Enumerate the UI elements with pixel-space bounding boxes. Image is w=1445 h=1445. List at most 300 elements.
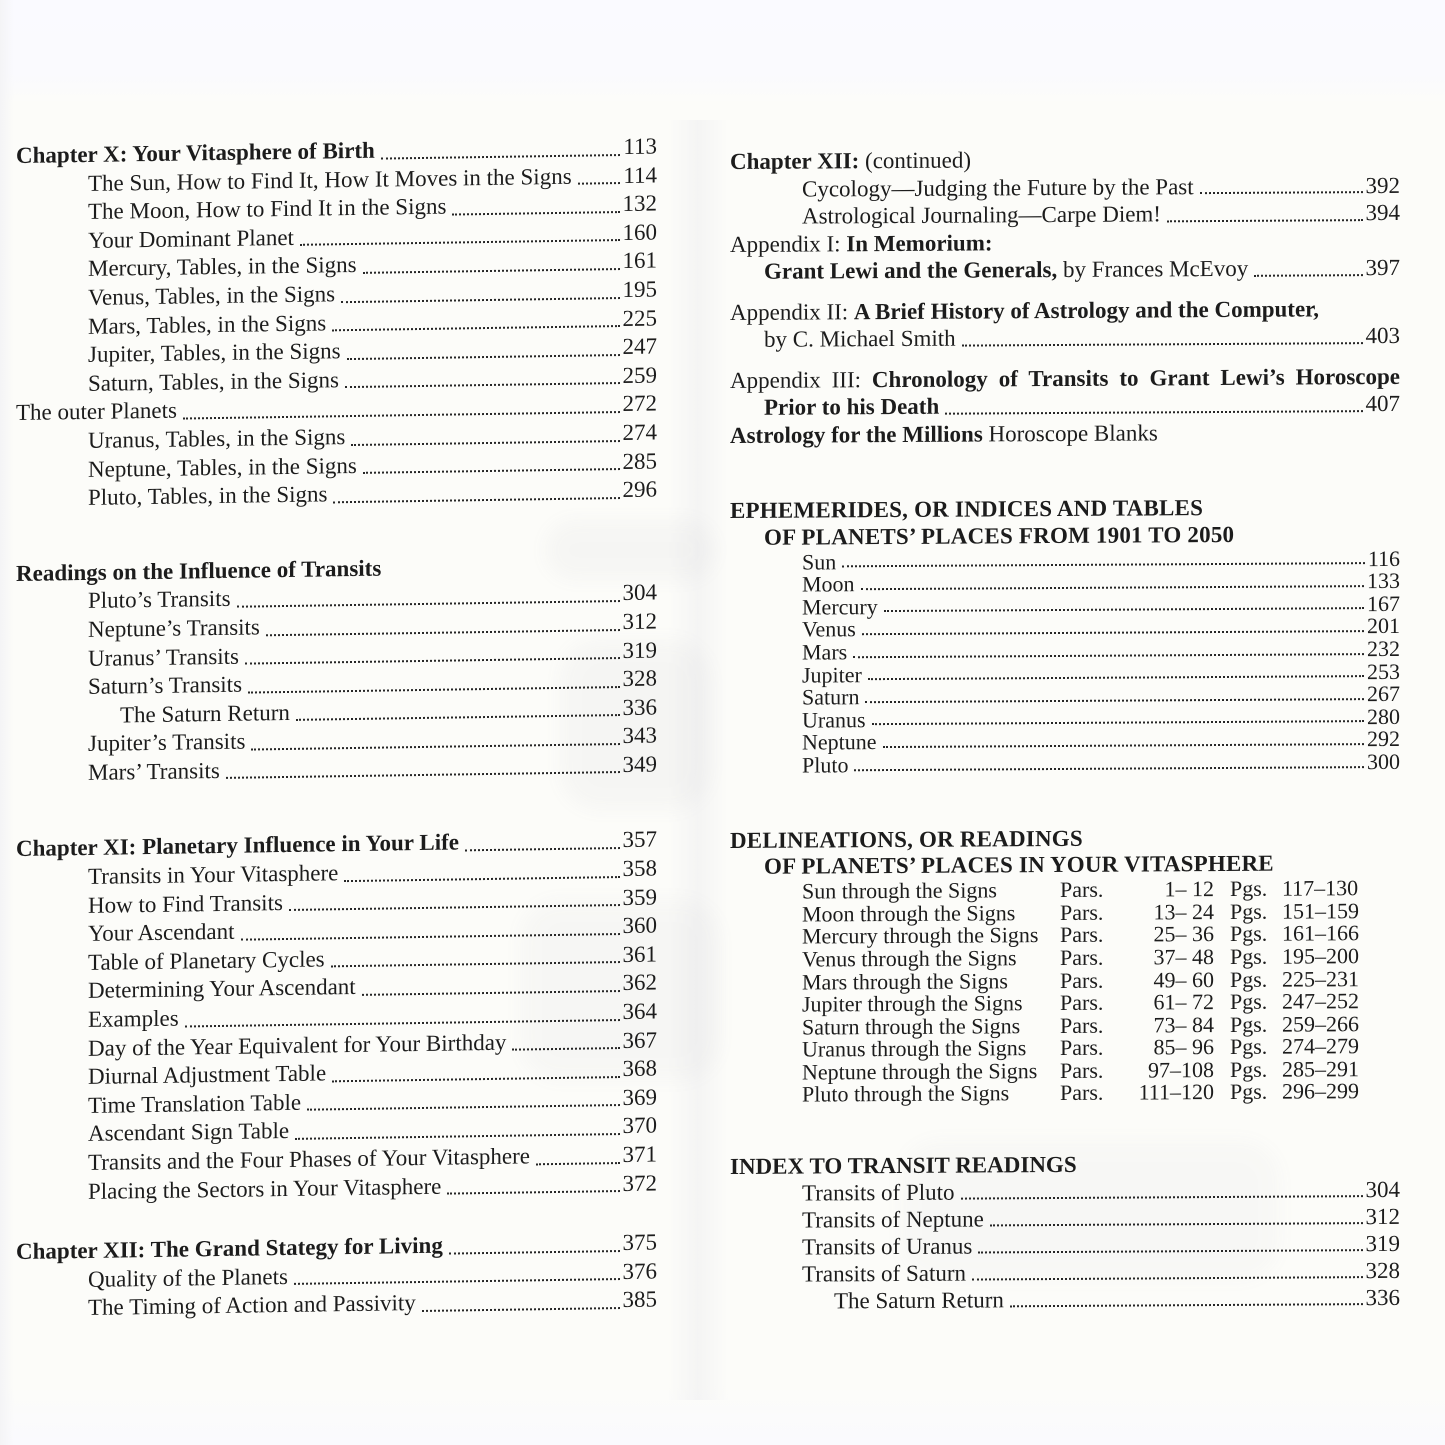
- dot-leader: [854, 766, 1364, 771]
- page-number: 358: [622, 855, 657, 882]
- entry-label: [88, 423, 345, 455]
- block-horoscope-blanks: [730, 417, 1400, 449]
- entry-text-bold: OF PLANETS’ PLACES FROM 1901 TO 2050: [764, 521, 1235, 550]
- dot-leader: [422, 1307, 620, 1312]
- pgs-range: 285–291: [1282, 1056, 1359, 1082]
- toc-heading-row: [730, 823, 1400, 854]
- delineation-name: Sun through the Signs: [802, 877, 997, 904]
- entry-label: [764, 325, 956, 354]
- entry-text: Placing the Sectors in Your Vitasphere: [88, 1173, 442, 1204]
- entry-text: The Moon, How to Find It in the Signs: [88, 193, 447, 225]
- entry-label: [802, 173, 1194, 203]
- dot-leader: [861, 585, 1364, 590]
- entry-label: [88, 366, 339, 398]
- entry-label: [802, 573, 855, 596]
- entry-text-bold: Chapter XII:: [730, 148, 860, 174]
- entry-text: Venus: [802, 616, 856, 642]
- page-number: 385: [622, 1286, 657, 1313]
- entry-text: by C. Michael Smith: [764, 325, 956, 352]
- dot-leader: [1010, 1303, 1363, 1307]
- page-number: 304: [1365, 1176, 1400, 1203]
- dot-leader: [381, 154, 620, 160]
- dot-leader: [226, 772, 620, 780]
- toc-heading-row: [730, 494, 1400, 525]
- toc-entry-row: [730, 144, 1400, 176]
- page-number: 232: [1367, 635, 1400, 662]
- pgs-range: 259–266: [1282, 1010, 1359, 1037]
- page-number: 319: [1365, 1230, 1400, 1257]
- entry-text: The Saturn Return: [834, 1287, 1004, 1314]
- dot-leader: [183, 411, 620, 419]
- dot-leader: [266, 629, 620, 636]
- page-number: 300: [1367, 748, 1400, 775]
- page-number: 267: [1367, 681, 1400, 707]
- delineation-name: Neptune through the Signs: [802, 1057, 1038, 1085]
- page-number: 407: [1365, 390, 1400, 417]
- pgs-range: 117–130: [1282, 875, 1359, 901]
- page-number: 113: [623, 133, 657, 159]
- toc-entry-row: [730, 362, 1400, 394]
- entry-label: [88, 1005, 179, 1035]
- page-number: 292: [1367, 726, 1400, 752]
- page-number: 167: [1367, 590, 1400, 616]
- pars-range: 49– 60: [1153, 966, 1214, 992]
- entry-label: [88, 728, 245, 759]
- dot-leader: [331, 961, 620, 967]
- block-chapter-x: [16, 132, 657, 513]
- entry-label: [88, 757, 220, 788]
- entry-label: [88, 973, 356, 1006]
- entry-text: Sun: [802, 548, 837, 575]
- pars-label: Pars.: [1060, 967, 1104, 993]
- page-number: 375: [622, 1229, 657, 1256]
- entry-text: Your Ascendant: [88, 919, 235, 947]
- dot-leader: [289, 904, 620, 911]
- entry-label: [802, 706, 866, 733]
- entry-text: Pluto: [802, 752, 849, 778]
- block-appendix-3: [730, 362, 1400, 421]
- entry-label: [802, 641, 847, 664]
- entry-label: [88, 1289, 416, 1322]
- entry-text-bold: Astrology for the Millions: [730, 420, 983, 448]
- delineation-name: Venus through the Signs: [802, 945, 1017, 972]
- pars-label: Pars.: [1060, 989, 1104, 1016]
- entry-label: [730, 147, 971, 176]
- entry-label: [88, 671, 242, 702]
- page-number: 116: [1367, 545, 1400, 571]
- toc-entry-row: [730, 254, 1400, 286]
- entry-text: Mars: [802, 639, 848, 665]
- entry-label: [802, 754, 848, 777]
- pgs-range: 161–166: [1282, 920, 1359, 946]
- entry-text: Transits of Pluto: [802, 1179, 955, 1206]
- entry-label: [88, 945, 325, 977]
- pars-label: Pars.: [1060, 1057, 1104, 1083]
- dot-leader: [332, 1076, 619, 1082]
- entry-label: [16, 554, 381, 588]
- pars-range: 13– 24: [1153, 898, 1214, 925]
- entry-text: Appendix II:: [730, 298, 854, 325]
- entry-label: [88, 1263, 288, 1295]
- entry-label: [730, 363, 1400, 392]
- toc-entry-row: [730, 199, 1400, 231]
- page-number: 397: [1365, 254, 1400, 281]
- page-number: 336: [1365, 1284, 1400, 1311]
- entry-label: [730, 1151, 1077, 1180]
- entry-text-bold: EPHEMERIDES, OR INDICES AND TABLES: [730, 495, 1204, 523]
- entry-text: Uranus’ Transits: [88, 643, 240, 671]
- entry-text: How to Find Transits: [88, 889, 283, 918]
- delineation-name: Mercury through the Signs: [802, 922, 1039, 949]
- dot-leader: [990, 1222, 1363, 1226]
- entry-text: The Sun, How to Find It, How It Moves in the Signs: [88, 163, 572, 196]
- block-delineations: [730, 823, 1400, 1107]
- dot-leader: [237, 600, 620, 608]
- entry-label: [764, 522, 1234, 552]
- pars-range: 37– 48: [1153, 943, 1214, 970]
- dot-leader: [347, 354, 620, 360]
- pgs-label: Pgs.: [1230, 1011, 1268, 1037]
- entry-label: [88, 859, 338, 891]
- dot-leader: [1200, 191, 1363, 194]
- dot-leader: [341, 297, 619, 303]
- entry-text-bold: Grant Lewi and the Generals,: [764, 257, 1058, 284]
- page-number: 362: [622, 969, 657, 996]
- toc-entry-row: [730, 1284, 1400, 1315]
- entry-label: [88, 1172, 441, 1206]
- pars-range: 61– 72: [1153, 989, 1214, 1015]
- pgs-label: Pgs.: [1230, 898, 1268, 924]
- entry-text: Neptune: [802, 729, 877, 755]
- page-number: 132: [622, 190, 657, 217]
- entry-text: (continued): [859, 147, 972, 174]
- entry-label: [88, 280, 335, 312]
- page-number: 280: [1367, 703, 1400, 729]
- pars-label: Pars.: [1060, 1012, 1104, 1038]
- entry-text: Pluto, Tables, in the Signs: [88, 481, 328, 511]
- entry-text: Time Translation Table: [88, 1089, 302, 1118]
- dot-leader: [296, 714, 620, 721]
- page-number: 361: [622, 941, 657, 967]
- entry-label: [764, 255, 1248, 285]
- pgs-label: Pgs.: [1230, 1033, 1268, 1060]
- dot-leader: [578, 182, 621, 185]
- entry-text: Examples: [88, 1005, 179, 1032]
- dot-leader: [1167, 219, 1363, 222]
- page-number: 360: [622, 912, 657, 939]
- page-number: 259: [622, 362, 657, 388]
- entry-label: [16, 397, 177, 428]
- entry-text: Jupiter, Tables, in the Signs: [88, 338, 341, 368]
- page-number: 328: [1365, 1257, 1400, 1284]
- page-number: 370: [622, 1112, 657, 1139]
- entry-text: Appendix III:: [730, 366, 872, 393]
- dot-leader: [363, 468, 620, 474]
- pgs-label: Pgs.: [1230, 966, 1268, 992]
- entry-text: Saturn, Tables, in the Signs: [88, 366, 339, 396]
- entry-label: [88, 1089, 301, 1121]
- entry-label: [834, 1286, 1004, 1314]
- dot-leader: [862, 630, 1364, 635]
- pgs-label: Pgs.: [1230, 1056, 1268, 1082]
- entry-text: Transits and the Four Phases of Your Vitasphere: [88, 1143, 531, 1175]
- pgs-range: 296–299: [1282, 1078, 1359, 1105]
- pars-range: 25– 36: [1153, 921, 1214, 947]
- entry-text: Pluto’s Transits: [88, 586, 231, 614]
- entry-text: Mars, Tables, in the Signs: [88, 309, 327, 339]
- entry-text: Cycology—Judging the Future by the Past: [802, 173, 1194, 202]
- entry-text-bold: Readings on the Influence of Transits: [16, 555, 382, 586]
- dot-leader: [978, 1249, 1362, 1253]
- pars-label: Pars.: [1060, 1035, 1104, 1061]
- page-number: 328: [622, 665, 657, 692]
- entry-text: Horoscope Blanks: [982, 419, 1158, 446]
- page-number: 403: [1365, 322, 1400, 349]
- entry-text: by Frances McEvoy: [1057, 255, 1249, 283]
- pars-range: 73– 84: [1153, 1011, 1214, 1038]
- dot-leader: [345, 382, 620, 388]
- dot-leader: [241, 933, 620, 941]
- page-number: 392: [1365, 172, 1400, 198]
- dot-leader: [447, 1190, 619, 1195]
- entry-label: [730, 825, 1083, 854]
- entry-text: Table of Planetary Cycles: [88, 946, 325, 975]
- delineation-name: Jupiter through the Signs: [802, 990, 1023, 1017]
- entry-text: Transits of Saturn: [802, 1260, 966, 1287]
- toc-left-column: [16, 132, 657, 1323]
- entry-text-bold: INDEX TO TRANSIT READINGS: [730, 1151, 1077, 1180]
- page-number: 114: [623, 162, 657, 188]
- entry-text: Mars’ Transits: [88, 757, 220, 785]
- page-number: 394: [1365, 199, 1400, 226]
- entry-label: [764, 393, 939, 422]
- toc-entry-row: [730, 417, 1400, 449]
- entry-text: Ascendant Sign Table: [88, 1118, 290, 1147]
- page-number: 225: [622, 305, 657, 331]
- pgs-label: Pgs.: [1230, 921, 1268, 947]
- page-number: 133: [1367, 568, 1400, 594]
- entry-text: Saturn: [802, 684, 860, 710]
- entry-text-bold: DELINEATIONS, OR READINGS: [730, 825, 1083, 853]
- entry-text: Appendix I:: [730, 230, 847, 257]
- toc-entry-row: [730, 1203, 1400, 1234]
- entry-text: The Timing of Action and Passivity: [88, 1290, 416, 1321]
- entry-label: [802, 1206, 984, 1234]
- page-number: 368: [622, 1055, 657, 1082]
- dot-leader: [332, 325, 619, 331]
- pars-range: 1– 12: [1164, 876, 1214, 902]
- pars-label: Pars.: [1060, 1080, 1104, 1106]
- page-number: 296: [622, 476, 657, 503]
- page-number: 357: [622, 826, 657, 853]
- toc-heading-row: [730, 1149, 1400, 1180]
- entry-text: Day of the Year Equivalent for Your Birthday: [88, 1029, 507, 1061]
- pgs-range: 274–279: [1282, 1033, 1359, 1059]
- page-number: 272: [622, 390, 657, 417]
- entry-text: Your Dominant Planet: [88, 224, 294, 253]
- entry-text: Quality of the Planets: [88, 1263, 288, 1292]
- entry-label: [730, 229, 993, 258]
- entry-text: Uranus: [802, 706, 866, 733]
- entry-label: [802, 661, 862, 688]
- toc-entry-row: [730, 1080, 1400, 1107]
- dot-leader: [248, 686, 619, 694]
- page-number: 376: [622, 1258, 657, 1284]
- pgs-label: Pgs.: [1230, 875, 1268, 902]
- toc-entry-row: [730, 294, 1400, 326]
- pgs-range: 225–231: [1282, 965, 1359, 992]
- toc-entry-row: [730, 171, 1400, 203]
- dot-leader: [853, 653, 1364, 658]
- pars-label: Pars.: [1060, 922, 1104, 948]
- entry-text: Venus, Tables, in the Signs: [88, 281, 336, 310]
- entry-label: [802, 1233, 972, 1261]
- entry-text: Determining Your Ascendant: [88, 974, 356, 1004]
- dot-leader: [972, 1276, 1363, 1280]
- entry-text: Transits in Your Vitasphere: [88, 860, 339, 889]
- delineation-name: Mars through the Signs: [802, 967, 1008, 995]
- dot-leader: [363, 268, 620, 274]
- dot-leader: [865, 698, 1364, 703]
- pars-range: 85– 96: [1153, 1034, 1214, 1060]
- dot-leader: [344, 876, 619, 882]
- entry-text: The Saturn Return: [120, 699, 290, 728]
- pars-label: Pars.: [1060, 899, 1104, 925]
- dot-leader: [536, 1162, 619, 1165]
- block-readings-transits: [16, 550, 657, 788]
- page-number: 160: [622, 219, 657, 245]
- page-number: 371: [622, 1141, 657, 1168]
- delineation-name: Moon through the Signs: [802, 899, 1016, 927]
- entry-label: [730, 419, 1158, 449]
- entry-label: [730, 495, 1203, 525]
- block-index-transit-readings: [730, 1149, 1400, 1315]
- entry-label: [88, 193, 446, 227]
- entry-label: [88, 642, 239, 673]
- entry-text: Astrological Journaling—Carpe Diem!: [802, 201, 1161, 229]
- entry-text: Uranus, Tables, in the Signs: [88, 424, 346, 453]
- page-number: 304: [622, 579, 657, 606]
- entry-label: [88, 1060, 326, 1092]
- pgs-range: 247–252: [1282, 988, 1359, 1014]
- dot-leader: [300, 239, 620, 246]
- entry-label: [802, 1179, 955, 1207]
- entry-text: Jupiter: [802, 661, 862, 688]
- dot-leader: [295, 1133, 619, 1140]
- page-number: 364: [622, 998, 657, 1025]
- entry-text: Transits of Uranus: [802, 1233, 973, 1260]
- page-number: 201: [1367, 613, 1400, 639]
- pgs-label: Pgs.: [1230, 1079, 1268, 1105]
- entry-label: [88, 889, 283, 920]
- dot-leader: [251, 743, 619, 750]
- dot-leader: [452, 211, 619, 215]
- page-number: 274: [622, 419, 657, 445]
- scan-edge-left: [0, 0, 14, 1445]
- toc-entry-row: [730, 226, 1400, 258]
- dot-leader: [945, 410, 1362, 415]
- entry-text-bold: Chronology of Transits to Grant Lewi’s Horoscope: [871, 363, 1401, 392]
- toc-entry-row: [730, 322, 1400, 354]
- page-number: 312: [1365, 1203, 1400, 1230]
- block-chapter-xii: [16, 1229, 657, 1324]
- entry-label: [88, 585, 231, 616]
- toc-entry-row: [730, 390, 1400, 422]
- dot-leader: [185, 1019, 620, 1027]
- pgs-label: Pgs.: [1230, 988, 1268, 1015]
- entry-text-bold: Chapter XI: Planetary Influence in Your Life: [16, 829, 459, 862]
- block-chapter-xi: [16, 826, 657, 1207]
- page-number: 359: [622, 884, 657, 910]
- entry-label: [88, 309, 326, 341]
- dot-leader: [883, 743, 1364, 748]
- dot-leader: [333, 497, 619, 503]
- toc-entry-row: [730, 1230, 1400, 1261]
- dot-leader: [884, 608, 1364, 613]
- page-number: 312: [622, 608, 657, 634]
- block-chapter-xii-continued: [730, 144, 1400, 231]
- entry-label: [802, 616, 856, 642]
- pgs-range: 151–159: [1282, 897, 1359, 924]
- entry-text-bold: Chapter X: Your Vitasphere of Birth: [16, 137, 375, 168]
- toc-entry-row: [730, 748, 1400, 778]
- entry-text: Transits of Neptune: [802, 1206, 984, 1233]
- toc-right-column: [730, 144, 1400, 1315]
- block-appendix-1: [730, 226, 1400, 285]
- entry-text-bold: Prior to his Death: [764, 393, 940, 420]
- delineation-name: Pluto through the Signs: [802, 1080, 1010, 1108]
- entry-label: [88, 451, 357, 484]
- entry-text-bold: A Brief History of Astrology and the Computer,: [853, 295, 1320, 324]
- page-number: 369: [622, 1084, 657, 1110]
- entry-label: [88, 224, 294, 256]
- dot-leader: [872, 720, 1364, 725]
- pars-range: 97–108: [1148, 1056, 1214, 1083]
- dot-leader: [512, 1047, 619, 1051]
- toc-entry-row: [730, 1176, 1400, 1207]
- page-number: 247: [622, 333, 657, 360]
- entry-text: Moon: [802, 571, 855, 597]
- pars-label: Pars.: [1060, 944, 1104, 970]
- entry-text: Diurnal Adjustment Table: [88, 1060, 327, 1090]
- entry-text-bold: In Memorium:: [846, 229, 993, 256]
- dot-leader: [245, 657, 619, 665]
- entry-text-bold: Chapter XII: The Grand Stategy for Living: [16, 1232, 443, 1265]
- delineation-name: Saturn through the Signs: [802, 1012, 1021, 1040]
- block-appendix-2: [730, 294, 1400, 353]
- entry-label: [88, 1117, 289, 1149]
- entry-label: [802, 731, 877, 754]
- entry-label: [802, 1260, 966, 1288]
- page-number: 336: [622, 694, 657, 720]
- page-number: 349: [622, 751, 657, 777]
- dot-leader: [465, 847, 620, 851]
- toc-heading-row: [730, 521, 1400, 552]
- dot-leader: [351, 440, 619, 446]
- page-number: 253: [1367, 658, 1400, 684]
- pgs-range: 195–200: [1282, 943, 1359, 969]
- block-ephemerides: [730, 494, 1400, 778]
- toc-entry-row: [730, 1257, 1400, 1288]
- entry-text-bold: OF PLANETS’ PLACES IN YOUR VITASPHERE: [764, 851, 1274, 880]
- entry-label: [120, 699, 290, 730]
- pars-range: 111–120: [1138, 1079, 1214, 1105]
- entry-label: [802, 548, 837, 575]
- page-number: 285: [622, 448, 657, 474]
- scan-edge-top: [0, 0, 1445, 104]
- page-number: 195: [622, 276, 657, 302]
- entry-text: Neptune, Tables, in the Signs: [88, 452, 357, 482]
